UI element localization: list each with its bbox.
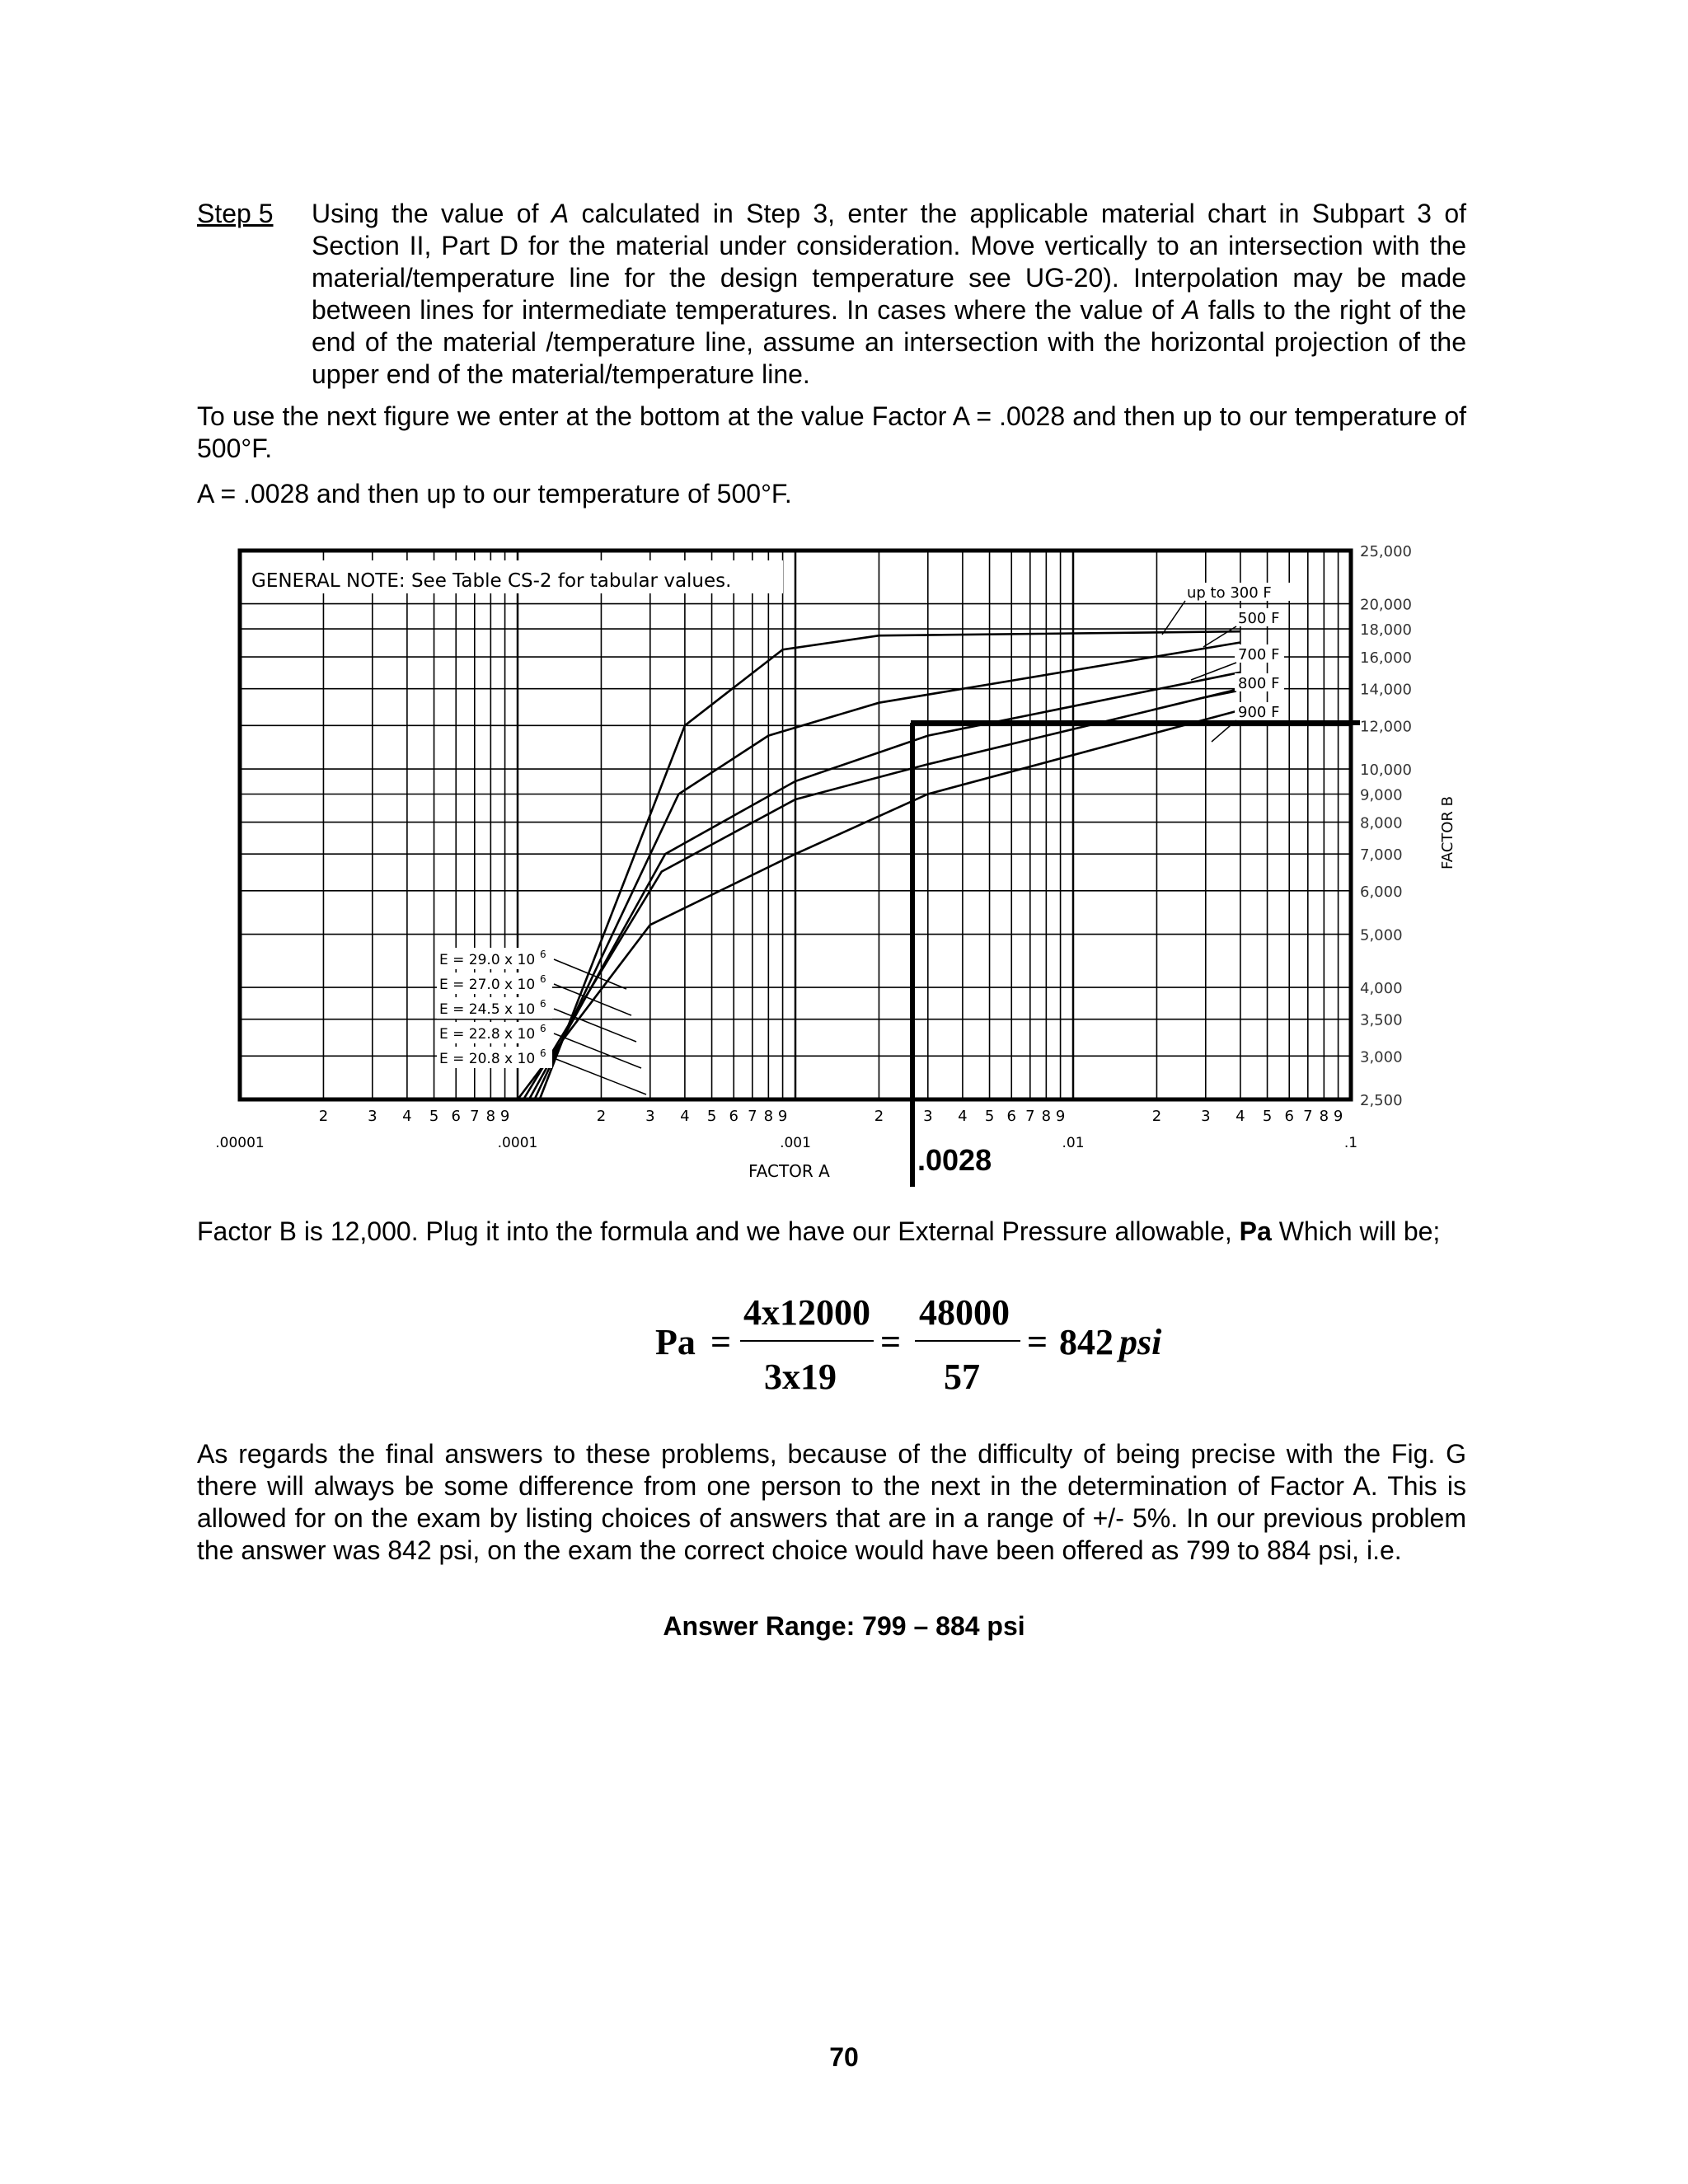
x-minor-label: 9 [1055, 1108, 1066, 1125]
modulus-exponent: 6 [540, 1047, 546, 1059]
formula-result: 842 [1059, 1322, 1114, 1362]
temperature-label: 700 F [1238, 646, 1280, 663]
factor-a-title: FACTOR A [748, 1161, 830, 1181]
x-minor-label: 2 [874, 1108, 884, 1125]
x-minor-label: 7 [748, 1108, 757, 1125]
y-tick-label: 12,000 [1360, 718, 1412, 736]
step-text: Using the value of A calculated in Step 3, enter the applicable material chart in Subpart 3 of Section II, Part D for the material under consideration. Move vertically to an intersection with the material/temperature line for the design temperature see UG-20). Interpolation may be made between lines for intermediate temperatures. In cases where the value of A falls to the right of the end of the material /temperature line, assume an intersection with the horizontal projection of the upper end of the material/temperature line. [312, 199, 1467, 389]
x-minor-label: 3 [1201, 1108, 1211, 1125]
pressure-formula [643, 1282, 1220, 1405]
formula-unit: psi [1119, 1322, 1162, 1362]
modulus-label: E = 22.8 x 10 [439, 1026, 536, 1043]
y-tick-label: 9,000 [1360, 786, 1403, 804]
formula-lhs: Pa [655, 1322, 696, 1362]
modulus-leader-line [554, 984, 631, 1015]
temperature-label: 800 F [1238, 675, 1280, 692]
temperature-label: up to 300 F [1187, 584, 1272, 602]
paragraph-repeat: A = .0028 and then up to our temperature of 500°F. [197, 479, 792, 509]
modulus-exponent: 6 [540, 1023, 546, 1034]
y-tick-label: 5,000 [1360, 926, 1403, 944]
formula-eq-3: = [1027, 1322, 1048, 1362]
answer-range: Answer Range: 799 – 884 psi [663, 1611, 1025, 1641]
x-minor-label: 4 [958, 1108, 968, 1125]
y-tick-label: 25,000 [1360, 543, 1412, 560]
x-minor-label: 3 [645, 1108, 655, 1125]
y-tick-label: 10,000 [1360, 762, 1412, 780]
paragraph-factor-b: Factor B is 12,000. Plug it into the formula and we have our External Pressure allowable, Pa Which will be; [197, 1216, 1441, 1246]
temperature-label: 500 F [1238, 610, 1280, 627]
formula-den-2: 57 [944, 1357, 980, 1397]
x-minor-label: 8 [763, 1108, 774, 1125]
modulus-label: E = 27.0 x 10 [439, 977, 536, 993]
x-minor-label: 5 [706, 1108, 717, 1125]
formula-num-1: 4x12000 [743, 1292, 870, 1333]
temperature-labels [1162, 583, 1292, 742]
modulus-leader-line [554, 1058, 646, 1094]
x-minor-label: 7 [470, 1108, 480, 1125]
temperature-leader-line [1162, 601, 1185, 635]
y-tick-label: 6,000 [1360, 883, 1403, 901]
x-minor-label: 7 [1025, 1108, 1035, 1125]
paragraph-instruction: To use the next figure we enter at the bottom at the value Factor A = .0028 and then up to our temperature of 500°F. [197, 401, 1466, 463]
y-tick-label: 2,500 [1360, 1092, 1403, 1109]
x-decade-label: .01 [1062, 1135, 1085, 1151]
y-tick-label: 7,000 [1360, 846, 1403, 865]
x-minor-label: 9 [1333, 1108, 1343, 1125]
x-minor-label: 4 [680, 1108, 690, 1125]
general-note: GENERAL NOTE: See Table CS-2 for tabular values. [251, 570, 732, 592]
y-tick-label: 3,000 [1360, 1048, 1403, 1066]
x-minor-label: 8 [1041, 1108, 1052, 1125]
temperature-label: 900 F [1238, 704, 1280, 721]
x-minor-label: 6 [1284, 1108, 1294, 1125]
x-minor-label: 2 [318, 1108, 329, 1125]
y-tick-label: 8,000 [1360, 814, 1403, 832]
y-tick-label: 18,000 [1360, 621, 1412, 640]
x-minor-label: 8 [1319, 1108, 1329, 1125]
x-minor-label: 2 [1151, 1108, 1162, 1125]
x-minor-label: 9 [499, 1108, 510, 1125]
x-decade-label: .1 [1343, 1135, 1358, 1151]
x-minor-label: 3 [368, 1108, 377, 1125]
y-tick-label: 20,000 [1360, 596, 1412, 614]
modulus-label: E = 24.5 x 10 [439, 1001, 536, 1018]
series-line [535, 643, 1240, 1100]
x-minor-label: 6 [451, 1108, 461, 1125]
formula-den-1: 3x19 [764, 1357, 837, 1397]
x-minor-label: 4 [1236, 1108, 1245, 1125]
marker-label: .0028 [917, 1143, 992, 1177]
x-decade-label: .00001 [215, 1135, 265, 1151]
modulus-exponent: 6 [540, 998, 546, 1010]
x-minor-label: 6 [1006, 1108, 1016, 1125]
formula-eq-1: = [710, 1322, 732, 1362]
x-minor-label: 7 [1303, 1108, 1313, 1125]
y-tick-label: 4,000 [1360, 980, 1403, 998]
formula-eq-2: = [880, 1322, 902, 1362]
x-minor-label: 4 [402, 1108, 412, 1125]
x-minor-label: 8 [485, 1108, 496, 1125]
x-minor-label: 5 [984, 1108, 995, 1125]
y-tick-label: 16,000 [1360, 649, 1412, 668]
x-minor-label: 3 [923, 1108, 933, 1125]
modulus-exponent: 6 [540, 973, 546, 985]
formula-num-2: 48000 [919, 1292, 1010, 1333]
x-decade-label: .0001 [497, 1135, 538, 1151]
step-label: Step 5 [197, 199, 274, 228]
modulus-label: E = 20.8 x 10 [439, 1051, 536, 1067]
paragraph-exam-note: As regards the final answers to these problems, because of the difficulty of being precise with the Fig. G there will always be some difference from one person to the next in the determination of Factor A. This is allowed for on the exam by listing choices of answers that are in a range of +/- 5%. In our previous problem the answer was 842 psi, on the exam the correct choice would have been offered as 799 to 884 psi, i.e. [197, 1439, 1466, 1565]
y-tick-label: 14,000 [1360, 681, 1412, 699]
x-minor-label: 2 [596, 1108, 607, 1125]
y-tick-label: 3,500 [1360, 1011, 1403, 1029]
x-minor-label: 5 [429, 1108, 439, 1125]
modulus-label: E = 29.0 x 10 [439, 952, 536, 968]
factor-b-title: FACTOR B [1439, 795, 1456, 869]
page-number: 70 [829, 2042, 859, 2072]
modulus-exponent: 6 [540, 949, 546, 960]
x-tick-labels [215, 1108, 1357, 1151]
x-minor-label: 6 [729, 1108, 738, 1125]
x-minor-label: 9 [777, 1108, 788, 1125]
x-minor-label: 5 [1262, 1108, 1273, 1125]
modulus-leader-line [554, 959, 626, 989]
y-tick-labels [1360, 543, 1412, 1109]
temperature-leader-line [1191, 691, 1236, 701]
x-decade-label: .001 [780, 1135, 811, 1151]
